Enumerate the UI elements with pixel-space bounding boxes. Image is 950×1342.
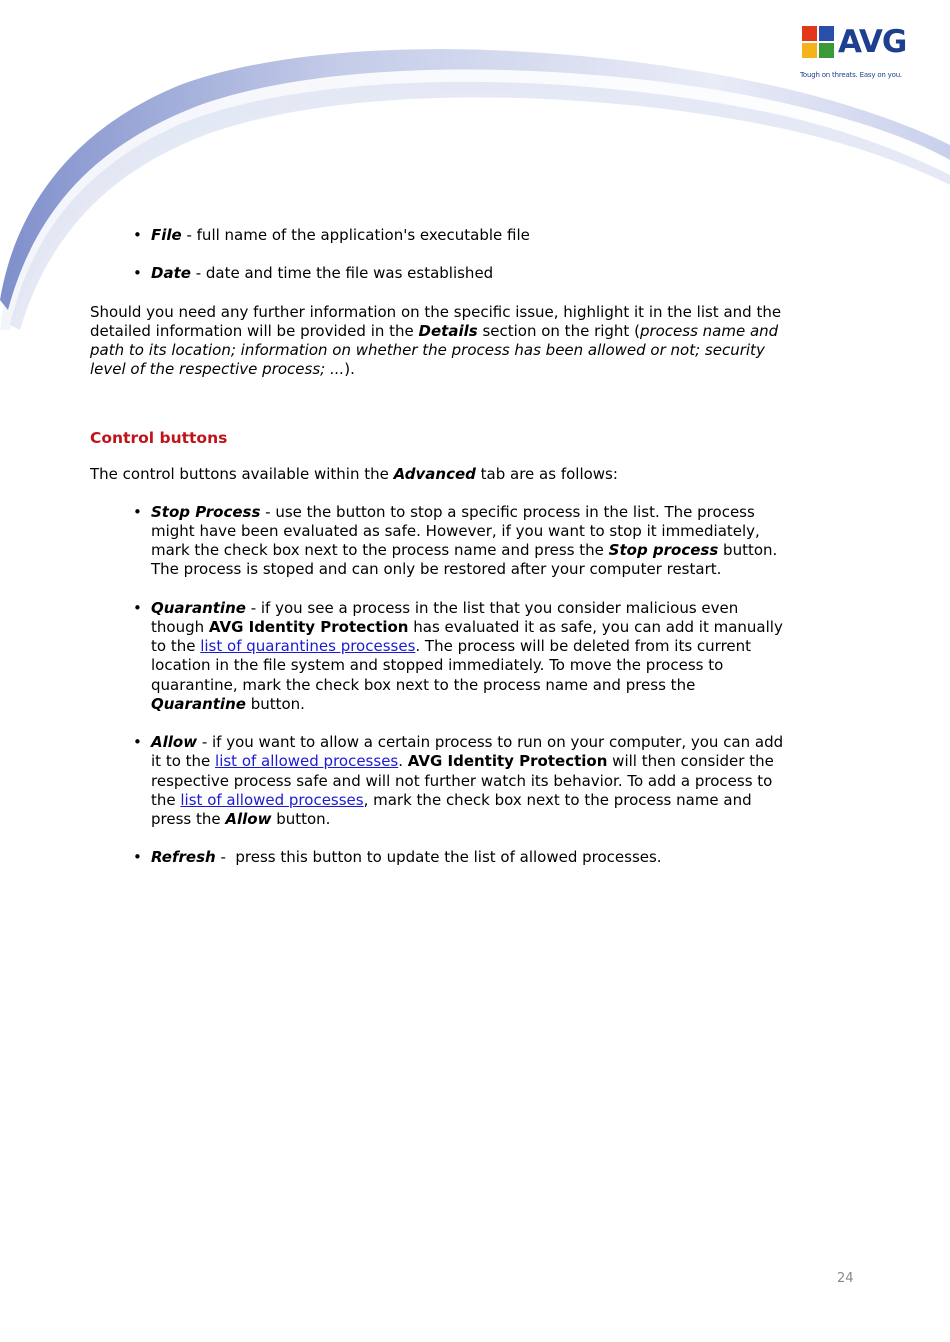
control-buttons-list bbox=[90, 503, 790, 868]
term-details: Details bbox=[418, 321, 478, 340]
list-item-file bbox=[90, 226, 790, 245]
section-heading: Control buttons bbox=[90, 428, 228, 447]
allowed-list-link[interactable]: list of allowed processes bbox=[215, 752, 399, 771]
term-quarantine-button: Quarantine bbox=[151, 694, 246, 713]
stop-text-2: button. The process is stoped and can only be restored after your computer restart. bbox=[151, 541, 778, 579]
list-item-refresh bbox=[90, 848, 790, 867]
paragraph-text-after: section on the right ( bbox=[477, 321, 640, 340]
avg-logo-tagline: Tough on threats. Easy on you. bbox=[800, 71, 902, 79]
term-stop-process: Stop Process bbox=[151, 502, 261, 521]
allow-text-3: will then consider the respective process safe and will not further watch its behavior. To add a process to the bbox=[151, 752, 774, 809]
intro-text: The control buttons available within the bbox=[90, 464, 394, 483]
paragraph-text: Should you need any further information on the specific issue, highlight it in the list and the detailed information will be provided in the bbox=[90, 302, 782, 340]
term-refresh: Refresh bbox=[151, 848, 216, 867]
avg-logo-squares-icon bbox=[800, 24, 836, 60]
term-allow-button: Allow bbox=[225, 810, 272, 829]
details-paragraph bbox=[90, 303, 790, 380]
quarantine-list-link[interactable]: list of quarantines processes bbox=[200, 637, 416, 656]
list-item-quarantine bbox=[90, 599, 790, 714]
product-name: AVG Identity Protection bbox=[407, 752, 608, 771]
list-item-date bbox=[90, 264, 790, 283]
allow-text-5: button. bbox=[271, 810, 331, 829]
allow-text: - if you want to allow a certain process to run on your computer, you can add it to the bbox=[151, 733, 784, 771]
term-allow: Allow bbox=[151, 733, 198, 752]
intro-text-after: tab are as follows: bbox=[475, 464, 618, 483]
details-list bbox=[90, 226, 790, 284]
paragraph-italic: process name and path to its location; information on whether the process has been allowed or not; security level of the respective process; ... bbox=[90, 321, 779, 379]
term-file: File bbox=[151, 226, 182, 244]
quarantine-text: - if you see a process in the list that you consider malicious even though bbox=[151, 598, 739, 636]
section-intro bbox=[90, 465, 790, 484]
allow-text-4: , mark the check box next to the process name and press the bbox=[151, 790, 752, 829]
quarantine-text-2: has evaluated it as safe, you can add it manually to the bbox=[151, 618, 783, 656]
date-description: - date and time the file was established bbox=[190, 264, 494, 283]
stop-text: - use the button to stop a specific process in the list. The process might have been evaluated as safe. However, if you want to stop it immediately, mark the check box next to the process name and press the bbox=[151, 502, 760, 560]
avg-logo-text: AVG bbox=[838, 24, 907, 60]
allow-text-2: . bbox=[398, 752, 408, 771]
avg-logo bbox=[800, 22, 910, 82]
term-stop-process-button: Stop process bbox=[608, 541, 719, 560]
page-content bbox=[90, 226, 790, 887]
paragraph-text-end: ). bbox=[344, 360, 355, 379]
page-number: 24 bbox=[837, 1271, 854, 1286]
quarantine-text-3: . The process will be deleted from its current location in the file system and stopped immediately. To move the process to quarantine, mark the check box next to the process name and press the bbox=[151, 637, 752, 694]
refresh-text: - press this button to update the list of allowed processes. bbox=[215, 848, 662, 867]
list-item-allow bbox=[90, 733, 790, 829]
allowed-list-link-2[interactable]: list of allowed processes bbox=[180, 790, 364, 809]
list-item-stop-process bbox=[90, 503, 790, 580]
product-name: AVG Identity Protection bbox=[208, 618, 409, 636]
quarantine-text-4: button. bbox=[245, 694, 305, 713]
term-date: Date bbox=[151, 264, 191, 283]
term-advanced: Advanced bbox=[393, 464, 476, 483]
file-description: - full name of the application's executable file bbox=[181, 226, 530, 244]
term-quarantine: Quarantine bbox=[151, 598, 246, 617]
